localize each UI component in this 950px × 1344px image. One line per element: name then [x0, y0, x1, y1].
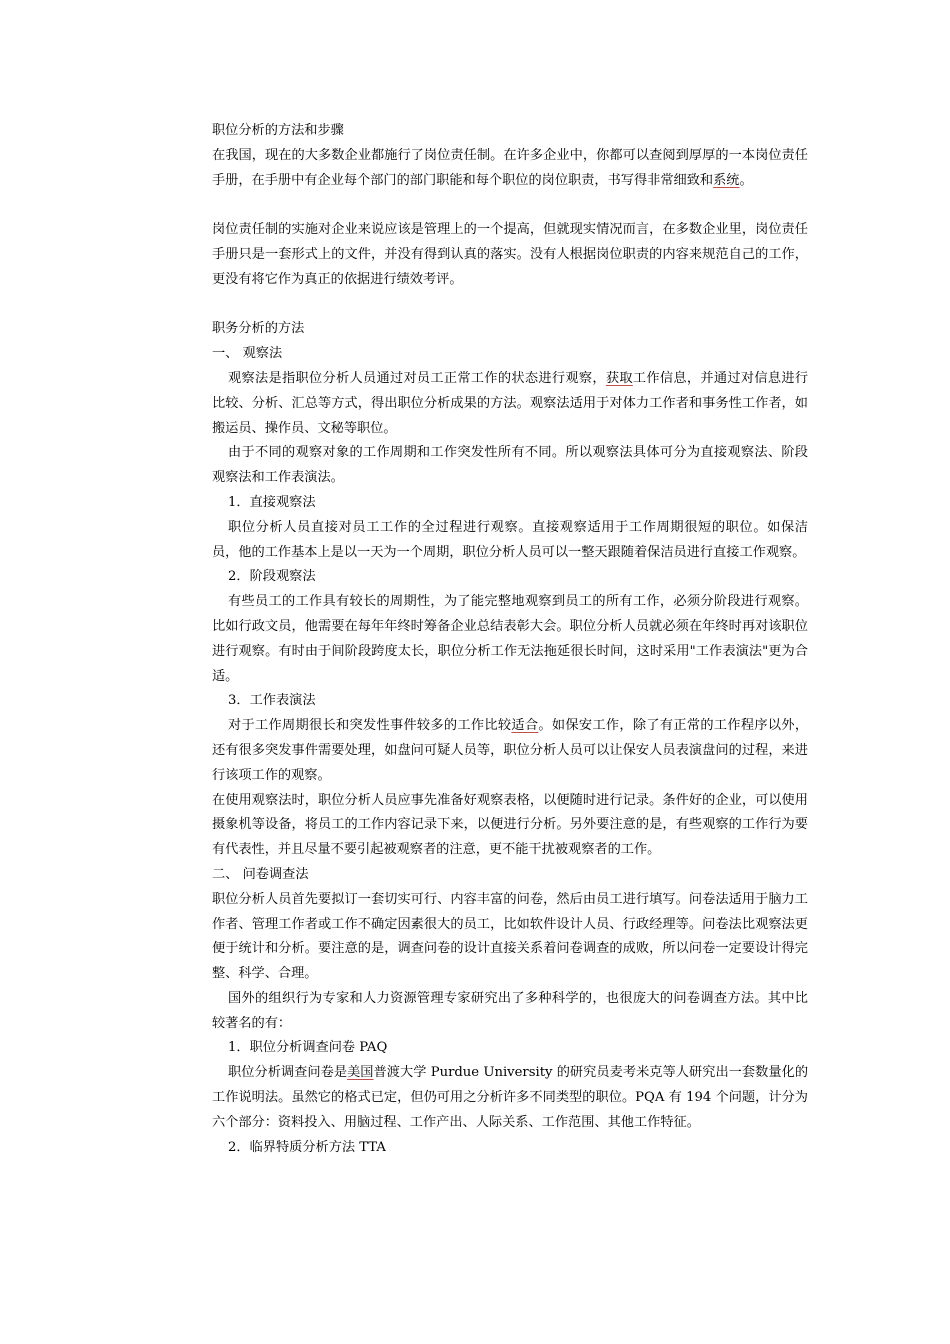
phase-observation-paragraph: 有些员工的工作具有较长的周期性，为了能完整地观察到员工的所有工作，必须分阶段进行观察。比如行政文员，他需要在每年年终时筹备企业总结表彰大会。职位分析人员就必须在年终时再对该职位进行观察。有时由于间阶段跨度太长，职位分析工作无法拖延很长时间，这时采用"工作表演法"更为合适。 — [212, 594, 808, 684]
paq-text-a: 职位分析调查问卷是 — [228, 1065, 348, 1081]
link-suitable[interactable]: 适合 — [511, 718, 539, 734]
work-performance-heading: 3．工作表演法 — [228, 693, 316, 709]
direct-observation-heading: 1．直接观察法 — [228, 494, 316, 510]
observation-paragraph-1 — [212, 367, 808, 441]
intro-paragraph-2: 岗位责任制的实施对企业来说应该是管理上的一个提高，但就现实情况而言，在多数企业里，岗位责任手册只是一套形式上的文件，并没有得到认真的落实。没有人根据岗位职责的内容来规范自己的工作，更没有将它作为真正的依据进行绩效考评。 — [212, 222, 808, 287]
obs-text-b: 工作信息，并通过对信息进行比较、分析、汇总等方式，得出职位分析成果的方法。观察法适用于对体力工作者和事务性工作者，如搬运员、操作员、文秘等职位。 — [212, 370, 809, 436]
perform-text-a: 对于工作周期很长和突发性事件较多的工作比较 — [228, 718, 512, 734]
intro-text-b: 。 — [739, 172, 753, 188]
blank-line — [212, 293, 808, 318]
link-obtain[interactable]: 获取 — [605, 370, 633, 386]
questionnaire-paragraph-2: 国外的组织行为专家和人力资源管理专家研究出了多种科学的，也很庞大的问卷调查方法。其中比较著名的有： — [212, 990, 808, 1031]
link-usa[interactable]: 美国 — [347, 1065, 374, 1081]
intro-text-a: 在我国，现在的大多数企业都施行了岗位责任制。在许多企业中，你都可以查阅到厚厚的一本岗位责任手册，在手册中有企业每个部门的部门职能和每个职位的岗位职责，书写得非常细致和 — [212, 147, 808, 188]
paq-paragraph — [212, 1061, 808, 1135]
work-performance-paragraph — [212, 714, 808, 788]
section-title: 职务分析的方法 — [212, 321, 305, 337]
blank-line — [212, 193, 808, 218]
obs-text-a: 观察法是指职位分析人员通过对员工正常工作的状态进行观察， — [228, 370, 606, 386]
paq-text-b: 普渡大学 Purdue University 的研究员麦考米克等人研究出一套数量化的工作说明法。虽然它的格式已定，但仍可用之分析许多不同类型的职位。PQA 有 194 个问题，计分为六个部分：资料投入、用脑过程、工作产出、人际关系、工作范围、其他工作特征。 — [212, 1065, 809, 1130]
observation-note-paragraph: 在使用观察法时，职位分析人员应事先准备好观察表格，以便随时进行记录。条件好的企业，可以使用摄象机等设备，将员工的工作内容记录下来，以便进行分析。另外要注意的是，有些观察的工作行为要有代表性，并且尽量不要引起被观察者的注意，更不能干扰被观察者的工作。 — [212, 792, 808, 858]
document-title: 职位分析的方法和步骤 — [212, 123, 344, 138]
intro-paragraph-1 — [212, 144, 808, 194]
questionnaire-paragraph-1: 职位分析人员首先要拟订一套切实可行、内容丰富的问卷，然后由员工进行填写。问卷法适用于脑力工作者、管理工作者或工作不确定因素很大的员工，比如软件设计人员、行政经理等。问卷法比观察法更便于统计和分析。要注意的是，调查问卷的设计直接关系着问卷调查的成败，所以问卷一定要设计得完整、科学、合理。 — [212, 891, 808, 982]
perform-text-b: 。如保安工作，除了有正常的工作程序以外，还有很多突发事件需要处理，如盘问可疑人员等，职位分析人员可以让保安人员表演盘问的过程，来进行该项工作的观察。 — [212, 718, 809, 783]
observation-heading: 一、 观察法 — [212, 346, 283, 362]
document-body — [212, 119, 808, 1160]
questionnaire-heading: 二、 问卷调查法 — [212, 866, 309, 882]
link-system[interactable]: 系统 — [713, 172, 740, 188]
paq-heading: 1．职位分析调查问卷 PAQ — [228, 1040, 388, 1056]
tta-heading: 2．临界特质分析方法 TTA — [228, 1139, 386, 1155]
phase-observation-heading: 2．阶段观察法 — [228, 569, 316, 585]
observation-paragraph-2: 由于不同的观察对象的工作周期和工作突发性所有不同。所以观察法具体可分为直接观察法、阶段观察法和工作表演法。 — [212, 445, 808, 486]
direct-observation-paragraph: 职位分析人员直接对员工工作的全过程进行观察。直接观察适用于工作周期很短的职位。如保洁员，他的工作基本上是以一天为一个周期，职位分析人员可以一整天跟随着保洁员进行直接工作观察。 — [212, 519, 808, 560]
